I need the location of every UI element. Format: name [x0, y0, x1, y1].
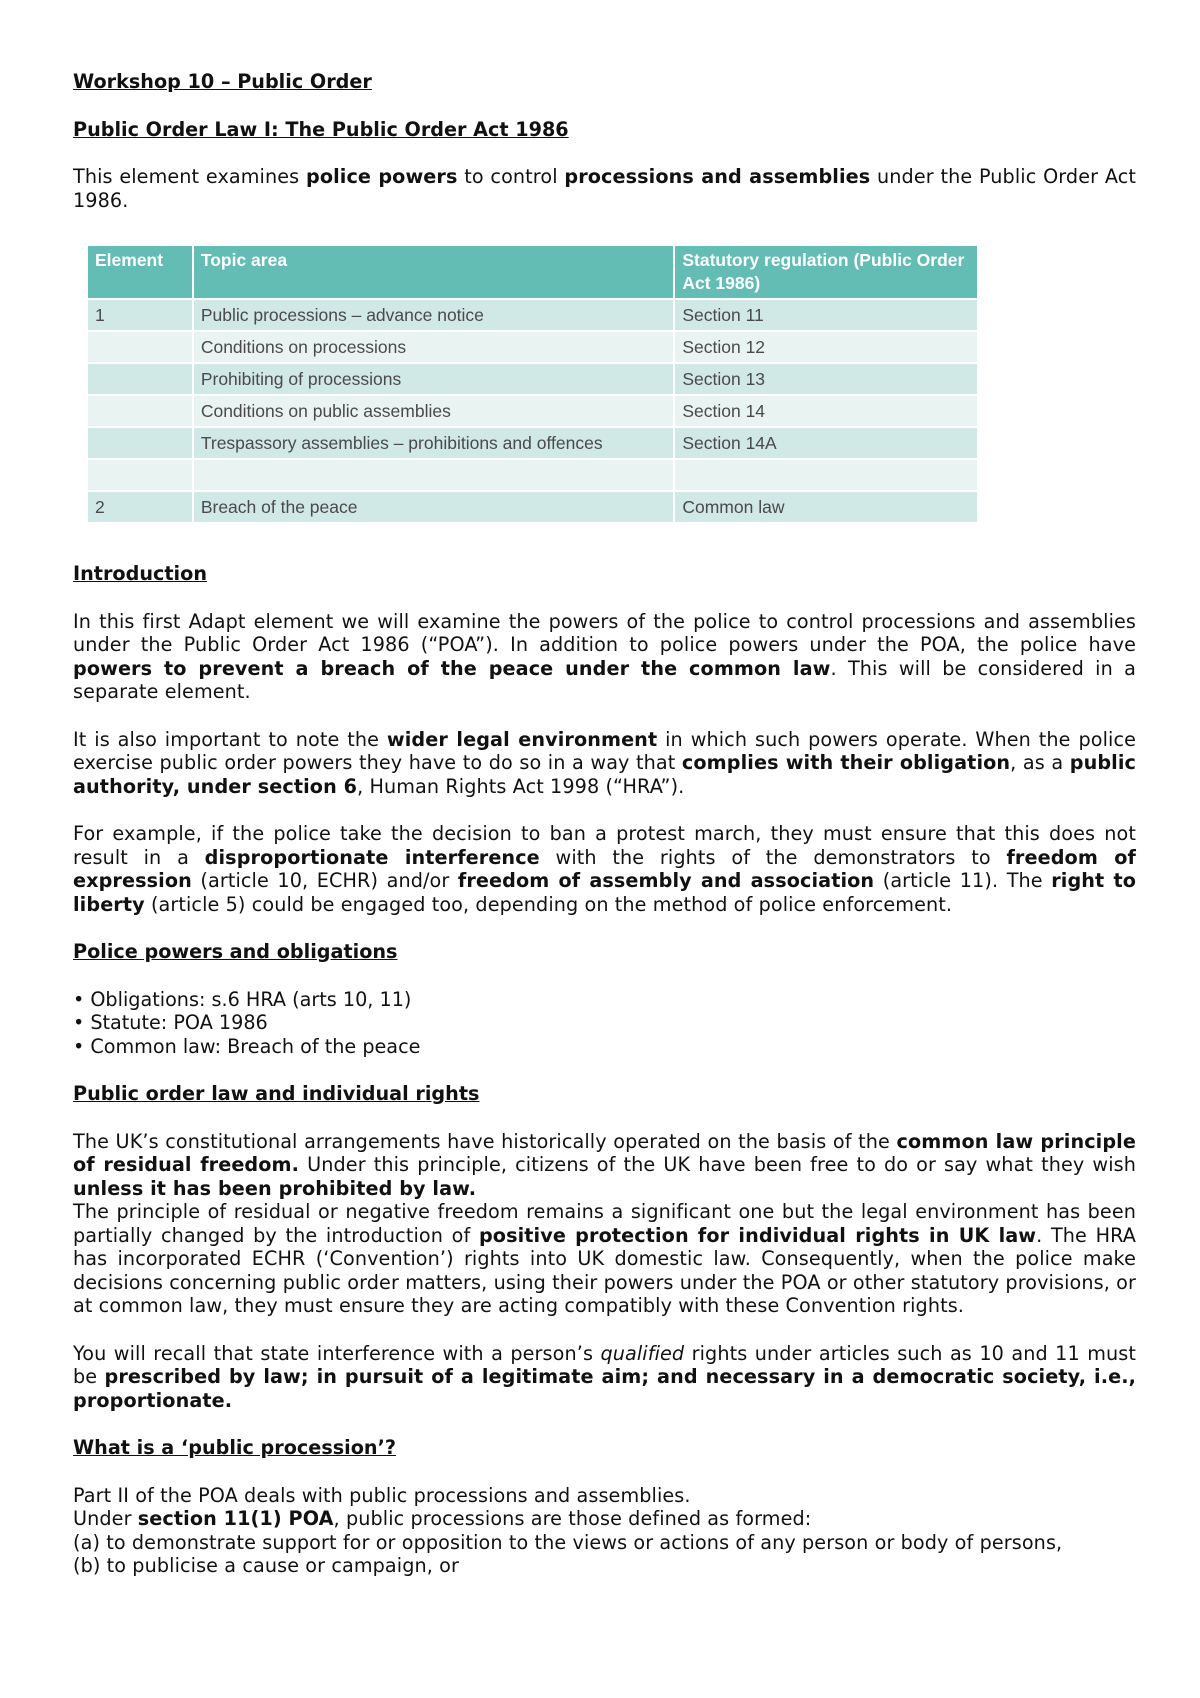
topic-table [86, 244, 979, 524]
rights-paragraph-3: You will recall that state interference with a person’s qualified rights under articles such as 10 and 11 must be prescribed by law; in pursuit of a legitimate aim; and necessary in a democratic society, i.e., proportionate. [73, 1341, 1136, 1412]
table-cell: Prohibiting of processions [194, 364, 674, 394]
table-cell [88, 332, 192, 362]
rights-heading: Public order law and individual rights [73, 1082, 480, 1105]
table-cell: Section 11 [675, 300, 977, 330]
table-cell: Section 14 [675, 396, 977, 426]
table-cell: Conditions on processions [194, 332, 674, 362]
document-title: Workshop 10 – Public Order [73, 70, 372, 93]
table-cell [88, 396, 192, 426]
table-cell [88, 364, 192, 394]
topic-table-wrapper [86, 244, 979, 524]
table-cell: Common law [675, 492, 977, 522]
powers-heading: Police powers and obligations [73, 940, 398, 963]
procession-line-4: (b) to publicise a cause or campaign, or [73, 1554, 459, 1577]
list-item: • Statute: POA 1986 [73, 1011, 1136, 1035]
table-row [88, 300, 977, 330]
introduction-paragraph-3: For example, if the police take the decision to ban a protest march, they must ensure that this does not result in a disproportionate interference with the rights of the demonstrators to freedom of expression (article 10, ECHR) and/or freedom of assembly and association (article 11). The right to liberty (article 5) could be engaged too, depending on the method of police enforcement. [73, 822, 1136, 916]
list-item: • Obligations: s.6 HRA (arts 10, 11) [73, 988, 1136, 1012]
table-cell: Conditions on public assemblies [194, 396, 674, 426]
table-row [88, 332, 977, 362]
procession-heading: What is a ‘public procession’? [73, 1436, 397, 1459]
table-row [88, 364, 977, 394]
table-header-cell: Topic area [194, 246, 674, 298]
table-cell: Trespassory assemblies – prohibitions and offences [194, 428, 674, 458]
procession-line-2: Under section 11(1) POA, public processions are those defined as formed: [73, 1507, 812, 1530]
table-cell: 2 [88, 492, 192, 522]
table-header-cell: Element [88, 246, 192, 298]
table-cell: Section 12 [675, 332, 977, 362]
rights-paragraph-2: The principle of residual or negative freedom remains a significant one but the legal environment has been partially changed by the introduction of positive protection for individual rights in UK law. The HRA has incorporated ECHR (‘Convention’) rights into UK domestic law. Consequently, when the police make decisions concerning public order matters, using their powers under the POA or other statutory provisions, or at common law, they must ensure they are acting compatibly with these Convention rights. [73, 1200, 1136, 1317]
procession-line-1: Part II of the POA deals with public processions and assemblies. [73, 1483, 691, 1507]
procession-line-3: (a) to demonstrate support for or opposition to the views or actions of any person or body of persons, [73, 1530, 1063, 1554]
table-cell: Public processions – advance notice [194, 300, 674, 330]
introduction-paragraph-1: In this first Adapt element we will examine the powers of the police to control processions and assemblies under the Public Order Act 1986 (“POA”). In addition to police powers under the POA, the police have powers to prevent a breach of the peace under the common law. This will be considered in a separate element. [73, 609, 1136, 703]
table-row [88, 492, 977, 522]
document-subtitle: Public Order Law I: The Public Order Act 1986 [73, 117, 569, 141]
table-cell: Section 14A [675, 428, 977, 458]
table-cell [675, 460, 977, 490]
table-header-row [88, 246, 977, 298]
table-cell [88, 428, 192, 458]
table-row [88, 460, 977, 490]
table-row [88, 428, 977, 458]
table-cell: 1 [88, 300, 192, 330]
table-cell [194, 460, 674, 490]
table-cell: Section 13 [675, 364, 977, 394]
intro-paragraph: This element examines police powers to control processions and assemblies under the Public Order Act 1986. [73, 165, 1136, 212]
table-cell [88, 460, 192, 490]
rights-paragraph-1: The UK’s constitutional arrangements have historically operated on the basis of the common law principle of residual freedom. Under this principle, citizens of the UK have been free to do or say what they wish unless it has been prohibited by law. [73, 1129, 1136, 1200]
table-header-cell: Statutory regulation (Public Order Act 1986) [675, 246, 977, 298]
introduction-heading: Introduction [73, 562, 207, 585]
list-item: • Common law: Breach of the peace [73, 1035, 1136, 1059]
table-row [88, 396, 977, 426]
introduction-paragraph-2: It is also important to note the wider legal environment in which such powers operate. When the police exercise public order powers they have to do so in a way that complies with their obligation, as a public authority, under section 6, Human Rights Act 1998 (“HRA”). [73, 727, 1137, 798]
powers-list [73, 988, 1136, 1059]
table-cell: Breach of the peace [194, 492, 674, 522]
